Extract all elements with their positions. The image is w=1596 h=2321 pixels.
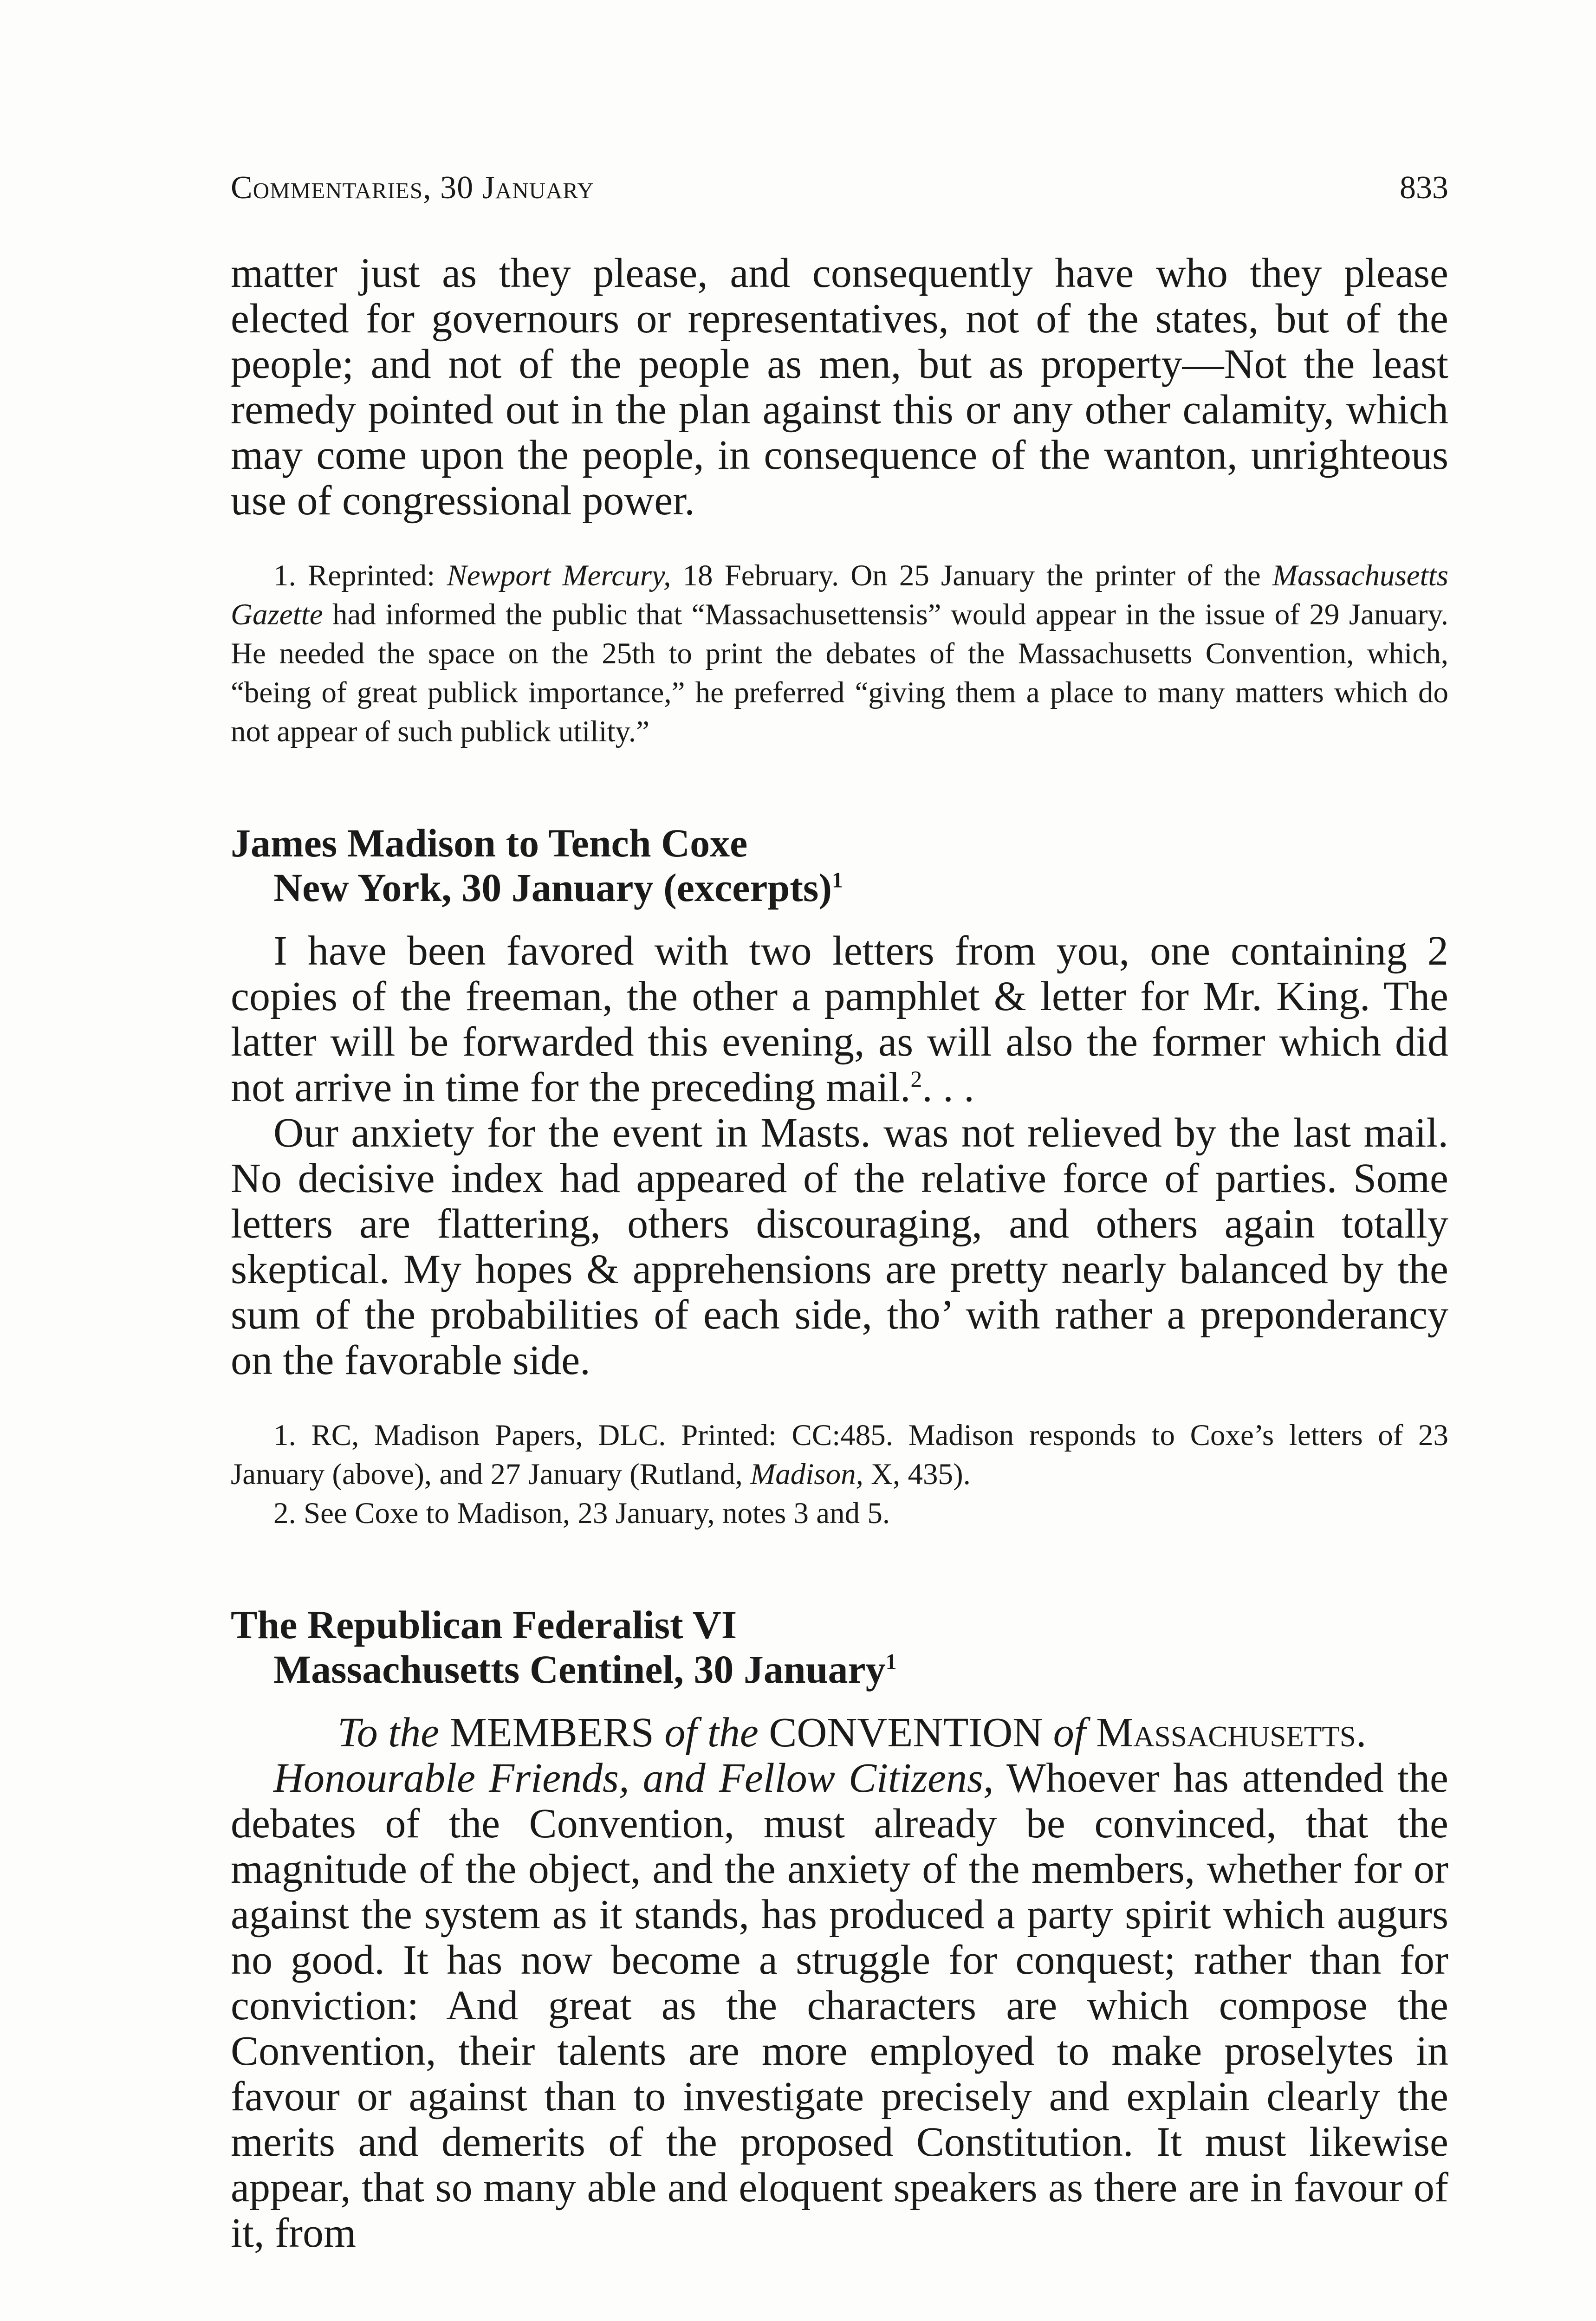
footnotes-1 bbox=[231, 556, 1448, 751]
letter-paragraph-2: Our anxiety for the event in Masts. was not relieved by the last mail. No decisive index had appeared of the relative force of parties. Some letters are flattering, others discouraging, and others again totally skeptical. My hopes & apprehensions are pretty nearly balanced by the sum of the probabilities of each side, tho’ with rather a preponderancy on the favorable side. bbox=[231, 1110, 1448, 1383]
continued-paragraph: matter just as they please, and consequently have who they please elected for governours or representatives, not of the states, but of the people; and not of the people as men, but as property—Not the least remedy pointed out in the plan against this or any other calamity, which may come upon the people, in consequence of the wanton, unrighteous use of congressional power. bbox=[231, 250, 1448, 524]
section-title: The Republican Federalist VI bbox=[231, 1602, 737, 1647]
section-subtitle: Massachusetts Centinel, 30 January$^1$ bbox=[273, 1647, 897, 1692]
running-head-title: Commentaries, 30 January bbox=[231, 170, 594, 206]
section-madison-letter bbox=[231, 821, 1448, 1533]
section-title: James Madison to Tench Coxe bbox=[231, 821, 748, 865]
running-head bbox=[231, 167, 1448, 209]
page bbox=[231, 167, 1448, 2256]
essay-body bbox=[231, 1710, 1448, 2256]
letter-body bbox=[231, 928, 1448, 1383]
footnote-1: 1. RC, Madison Papers, DLC. Printed: CC:485. Madison responds to Coxe’s letters of 23 January (above), and 27 January (Rutland, Madison, X, 435). bbox=[231, 1419, 1448, 1491]
section-subtitle: New York, 30 January (excerpts)$^1$ bbox=[273, 865, 843, 910]
salutation: To the MEMBERS of the CONVENTION of Massachusetts. bbox=[337, 1710, 1367, 1756]
footnotes-2 bbox=[231, 1416, 1448, 1533]
essay-paragraph: Honourable Friends, and Fellow Citizens, Whoever has attended the debates of the Convention, must already be convinced, that the magnitude of the object, and the anxiety of the members, whether for or against the system as it stands, has produced a party spirit which augurs no good. It has now become a struggle for conquest; rather than for conviction: And great as the characters are which compose the Convention, their talents are more employed to make proselytes in favour or against than to investigate precisely and explain clearly the merits and demerits of the proposed Constitution. It must likewise appear, that so many able and eloquent speakers as there are in favour of it, from bbox=[231, 1755, 1448, 2256]
section-republican-federalist bbox=[231, 1602, 1448, 2256]
footnote-1: 1. Reprinted: Newport Mercury, 18 February. On 25 January the printer of the Massachusetts Gazette had informed the public that “Massachusettensis” would appear in the issue of 29 January. He needed the space on the 25th to print the debates of the Massachusetts Convention, which, “being of great publick importance,” he preferred “giving them a place to many matters which do not appear of such publick utility.” bbox=[231, 559, 1449, 748]
letter-paragraph-1: I have been favored with two letters from you, one containing 2 copies of the freeman, the other a pamphlet & letter for Mr. King. The latter will be forwarded this evening, as will also the former which did not arrive in time for the preceding mail.$^2$. . . bbox=[231, 928, 1448, 1110]
page-number: 833 bbox=[1400, 170, 1448, 206]
footnote-2: 2. See Coxe to Madison, 23 January, notes 3 and 5. bbox=[273, 1497, 890, 1530]
